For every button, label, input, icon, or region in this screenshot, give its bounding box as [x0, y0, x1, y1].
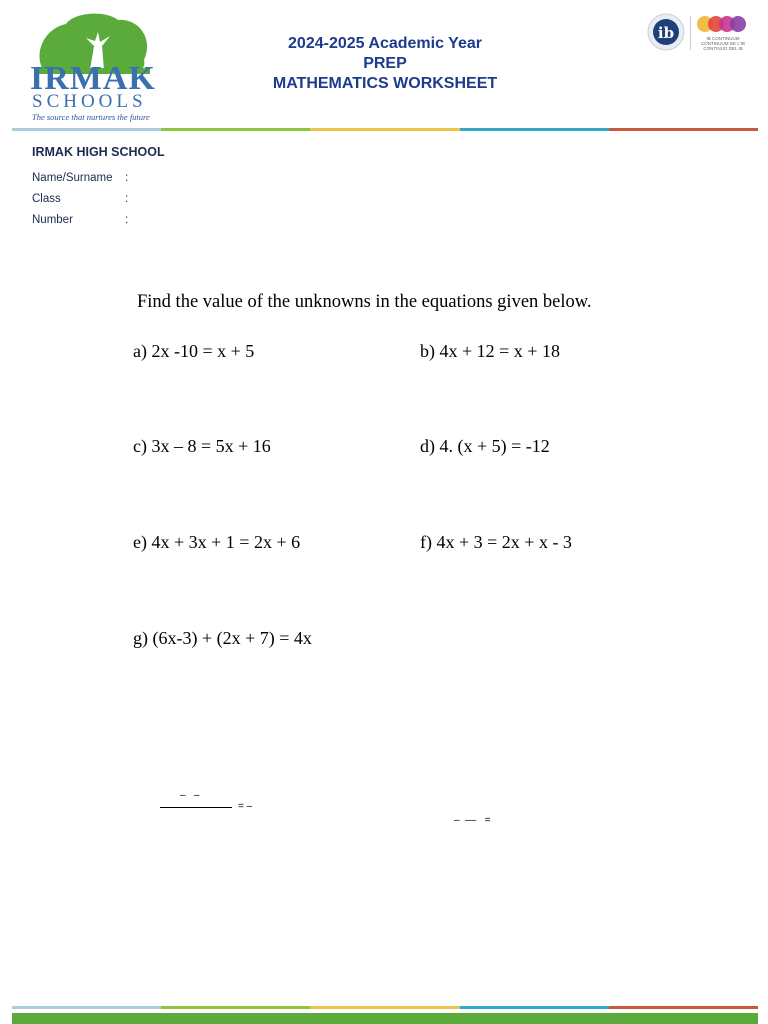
level-title: PREP [363, 55, 407, 72]
equation-e: e) 4x + 3x + 1 = 2x + 6 [133, 532, 301, 552]
worksheet-header [230, 34, 540, 94]
rule-segment-1 [12, 128, 161, 131]
number-colon: : [125, 214, 129, 226]
name-surname-label: Name/Surname [32, 172, 113, 184]
equation-a: a) 2x -10 = x + 5 [133, 341, 255, 361]
equation-c: c) 3x – 8 = 5x + 16 [133, 436, 271, 456]
rule-segment-4 [460, 128, 609, 131]
footer-band [12, 1013, 758, 1024]
rule-segment-3 [310, 128, 459, 131]
rule-segment-5 [609, 1006, 758, 1009]
ib-divider [690, 16, 691, 50]
ib-logo-icon [646, 12, 686, 52]
rule-segment-4 [460, 1006, 609, 1009]
logo-wordmark: IRMAK [30, 60, 156, 97]
equation-f: f) 4x + 3 = 2x + x - 3 [420, 532, 572, 552]
ib-continuum-dots-icon [696, 14, 748, 34]
header-rule [12, 128, 758, 131]
ib-continuum-caption: IB CONTINUUM CONTINUUM DE L'IB CONTINUO DEL IB [701, 36, 745, 51]
stray-fraction-line [160, 807, 232, 808]
academic-year-title: 2024-2025 Academic Year [288, 35, 482, 52]
class-colon: : [125, 193, 129, 205]
stray-numerator-marks: – – [180, 790, 200, 801]
ib-mark: ib [657, 24, 675, 42]
equation-d: d) 4. (x + 5) = -12 [420, 436, 550, 456]
irmak-schools-logo [26, 10, 156, 120]
logo-subname: SCHOOLS [32, 91, 147, 112]
class-label: Class [32, 193, 61, 205]
stray-right-marks: – –– = [454, 815, 491, 826]
stray-equals-mark: = – [238, 801, 253, 812]
rule-segment-5 [609, 128, 758, 131]
footer-rule [12, 1006, 758, 1009]
school-name: IRMAK HIGH SCHOOL [32, 145, 165, 159]
logo-tagline: The source that nurtures the future [32, 112, 150, 122]
name-surname-colon: : [125, 172, 129, 184]
rule-segment-2 [161, 1006, 310, 1009]
equation-b: b) 4x + 12 = x + 18 [420, 341, 560, 361]
number-label: Number [32, 214, 73, 226]
subject-title: MATHEMATICS WORKSHEET [272, 75, 498, 92]
rule-segment-2 [161, 128, 310, 131]
rule-segment-3 [310, 1006, 459, 1009]
instruction-text: Find the value of the unknowns in the equations given below. [137, 292, 592, 312]
equation-g: g) (6x-3) + (2x + 7) = 4x [133, 628, 312, 648]
rule-segment-1 [12, 1006, 161, 1009]
